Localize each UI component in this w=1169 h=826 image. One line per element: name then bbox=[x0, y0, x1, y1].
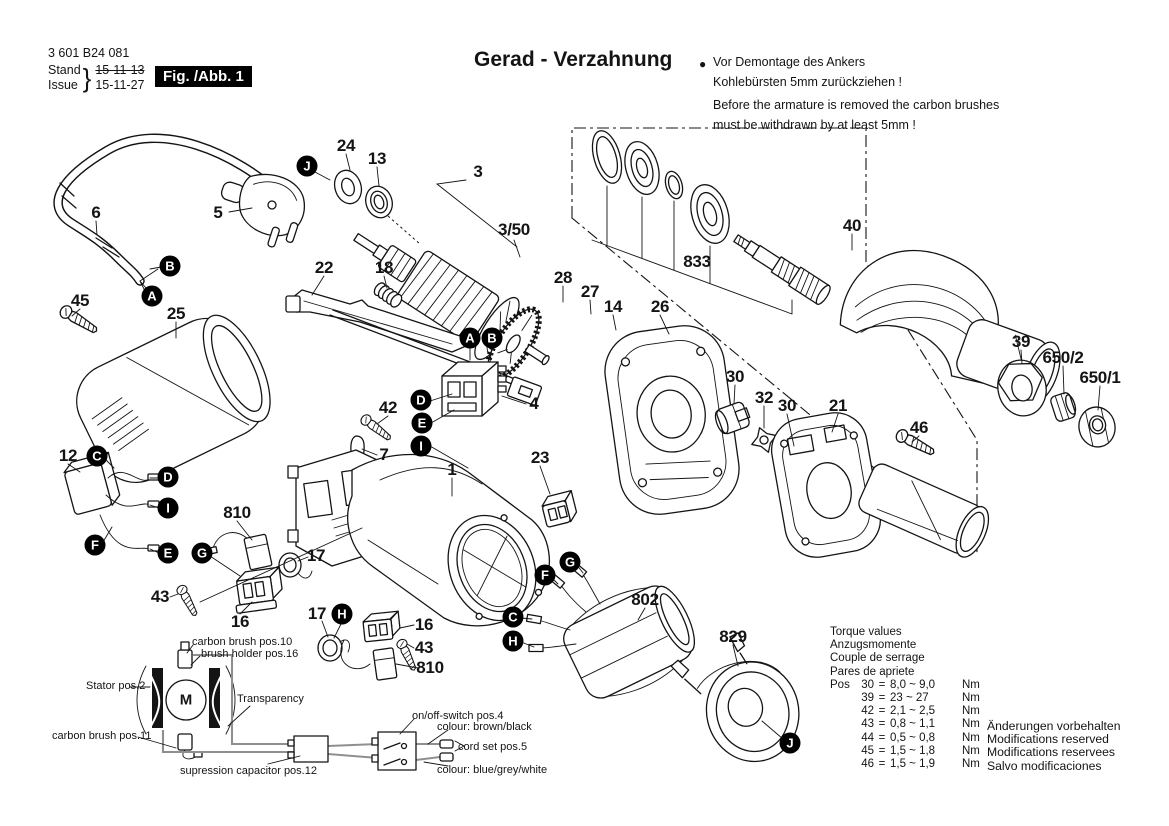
ref-badge-J: J bbox=[297, 156, 318, 177]
callout-7: 7 bbox=[379, 445, 389, 464]
ref-badge-J: J bbox=[780, 733, 801, 754]
wiring-label: Transparency bbox=[237, 693, 304, 705]
callout-24: 24 bbox=[336, 136, 356, 155]
wiring-label: on/off-switch pos.4 bbox=[412, 710, 504, 722]
ref-badge-I: I bbox=[411, 436, 432, 457]
notice-line: Änderungen vorbehalten bbox=[987, 719, 1121, 733]
callout-22: 22 bbox=[314, 258, 334, 277]
callout-833: 833 bbox=[683, 252, 711, 271]
callout-39: 39 bbox=[1011, 332, 1031, 351]
torque-row-44: 44 = 0,5 ~ 0,8 Nm bbox=[861, 731, 980, 744]
callout-30: 30 bbox=[725, 367, 745, 386]
callout-13: 13 bbox=[367, 149, 387, 168]
callout-810: 810 bbox=[416, 658, 444, 677]
callout-28: 28 bbox=[553, 268, 573, 287]
wiring-label: carbon brush pos.11 bbox=[52, 730, 152, 742]
modification-notices bbox=[987, 720, 1121, 773]
ref-badge-E: E bbox=[158, 543, 179, 564]
callout-3: 3 bbox=[473, 162, 483, 181]
callout-26: 26 bbox=[650, 297, 670, 316]
issue-date: 15-11-27 bbox=[95, 78, 145, 92]
ref-badge-A: A bbox=[142, 286, 163, 307]
callout-23: 23 bbox=[530, 448, 550, 467]
part-number: 3 601 B24 081 bbox=[48, 46, 130, 60]
torque-row-39: 39 = 23 ~ 27 Nm bbox=[861, 692, 980, 705]
callout-5: 5 bbox=[213, 203, 223, 222]
ref-badge-A: A bbox=[460, 328, 481, 349]
torque-row-43: 43 = 0,8 ~ 1,1 Nm bbox=[861, 718, 980, 731]
callout-18: 18 bbox=[374, 258, 394, 277]
ref-badge-F: F bbox=[85, 535, 106, 556]
callout-25: 25 bbox=[166, 304, 186, 323]
note-bullet-icon: ● bbox=[699, 57, 707, 71]
torque-table bbox=[830, 626, 980, 771]
notice-line: Modifications reservees bbox=[987, 745, 1116, 760]
wiring-label: Stator pos.2 bbox=[86, 680, 146, 692]
callout-27: 27 bbox=[580, 282, 600, 301]
callout-40: 40 bbox=[842, 216, 862, 235]
callout-43: 43 bbox=[150, 587, 170, 606]
callout-21: 21 bbox=[828, 396, 848, 415]
callout-30: 30 bbox=[777, 396, 797, 415]
wiring-label: carbon brush pos.10 bbox=[192, 636, 293, 648]
issue-label: Issue bbox=[48, 78, 78, 92]
callout-802: 802 bbox=[631, 590, 659, 609]
callout-16: 16 bbox=[230, 612, 250, 631]
stand-label: Stand bbox=[48, 63, 81, 77]
wiring-label: cord set pos.5 bbox=[458, 741, 528, 753]
torque-row-46: 46 = 1,5 ~ 1,9 Nm bbox=[861, 758, 980, 771]
notice-line: Salvo modificaciones bbox=[987, 758, 1102, 773]
callout-16: 16 bbox=[414, 615, 434, 634]
ref-badge-H: H bbox=[503, 631, 524, 652]
wiring-label: colour: brown/black bbox=[437, 721, 532, 733]
figure-badge: Fig. /Abb. 1 bbox=[155, 66, 252, 87]
callout-1: 1 bbox=[447, 460, 457, 479]
callout-17: 17 bbox=[307, 604, 327, 623]
ref-badge-C: C bbox=[87, 446, 108, 467]
ref-badge-D: D bbox=[158, 467, 179, 488]
callout-32: 32 bbox=[754, 388, 774, 407]
torque-heading: Anzugsmomente bbox=[830, 639, 917, 652]
ref-badge-B: B bbox=[160, 256, 181, 277]
notice-line: Modifications reserved bbox=[987, 732, 1109, 747]
torque-heading: Couple de serrage bbox=[830, 652, 925, 665]
callout-4: 4 bbox=[529, 394, 539, 413]
callout-12: 12 bbox=[58, 446, 78, 465]
torque-row-45: 45 = 1,5 ~ 1,8 Nm bbox=[861, 744, 980, 757]
torque-heading: Torque values bbox=[830, 626, 902, 638]
ref-badge-H: H bbox=[332, 604, 353, 625]
ref-badge-G: G bbox=[192, 543, 213, 564]
torque-row-30: Pos 30 = 8,0 ~ 9,0 Nm bbox=[830, 678, 980, 691]
ref-badge-D: D bbox=[411, 390, 432, 411]
wiring-label: supression capacitor pos.12 bbox=[180, 765, 317, 777]
ref-badge-F: F bbox=[535, 565, 556, 586]
callout-42: 42 bbox=[378, 398, 398, 417]
ref-badge-G: G bbox=[560, 552, 581, 573]
callout-45: 45 bbox=[70, 291, 90, 310]
torque-row-42: 42 = 2,1 ~ 2,5 Nm bbox=[861, 705, 980, 718]
ref-badge-B: B bbox=[482, 328, 503, 349]
callout-650-1: 650/1 bbox=[1079, 368, 1121, 387]
callout-6: 6 bbox=[91, 203, 101, 222]
old-date: 15-11-13 bbox=[95, 63, 145, 77]
ref-badge-I: I bbox=[158, 498, 179, 519]
ref-badge-E: E bbox=[412, 413, 433, 434]
revision-brace: } bbox=[82, 62, 92, 93]
wiring-label: brush holder pos.16 bbox=[201, 648, 299, 660]
note-english: Before the armature is removed the carbon brushes must be withdrawn by at least 5mm ! bbox=[713, 98, 1000, 132]
callout-810: 810 bbox=[223, 503, 251, 522]
callout-3-50: 3/50 bbox=[498, 220, 530, 239]
ref-badge-C: C bbox=[503, 607, 524, 628]
callout-650-2: 650/2 bbox=[1042, 348, 1084, 367]
motor-symbol-label: M bbox=[179, 691, 193, 709]
callout-43: 43 bbox=[414, 638, 434, 657]
torque-heading: Pares de apriete bbox=[830, 665, 915, 678]
callout-14: 14 bbox=[603, 297, 623, 316]
callout-17: 17 bbox=[306, 546, 326, 565]
diagram-title: Gerad - Verzahnung bbox=[474, 48, 673, 71]
callout-46: 46 bbox=[909, 418, 929, 437]
callout-829: 829 bbox=[719, 627, 747, 646]
wiring-label: colour: blue/grey/white bbox=[437, 764, 548, 776]
note-german: Vor Demontage des Ankers Kohlebürsten 5mm zurückziehen ! bbox=[713, 55, 902, 89]
